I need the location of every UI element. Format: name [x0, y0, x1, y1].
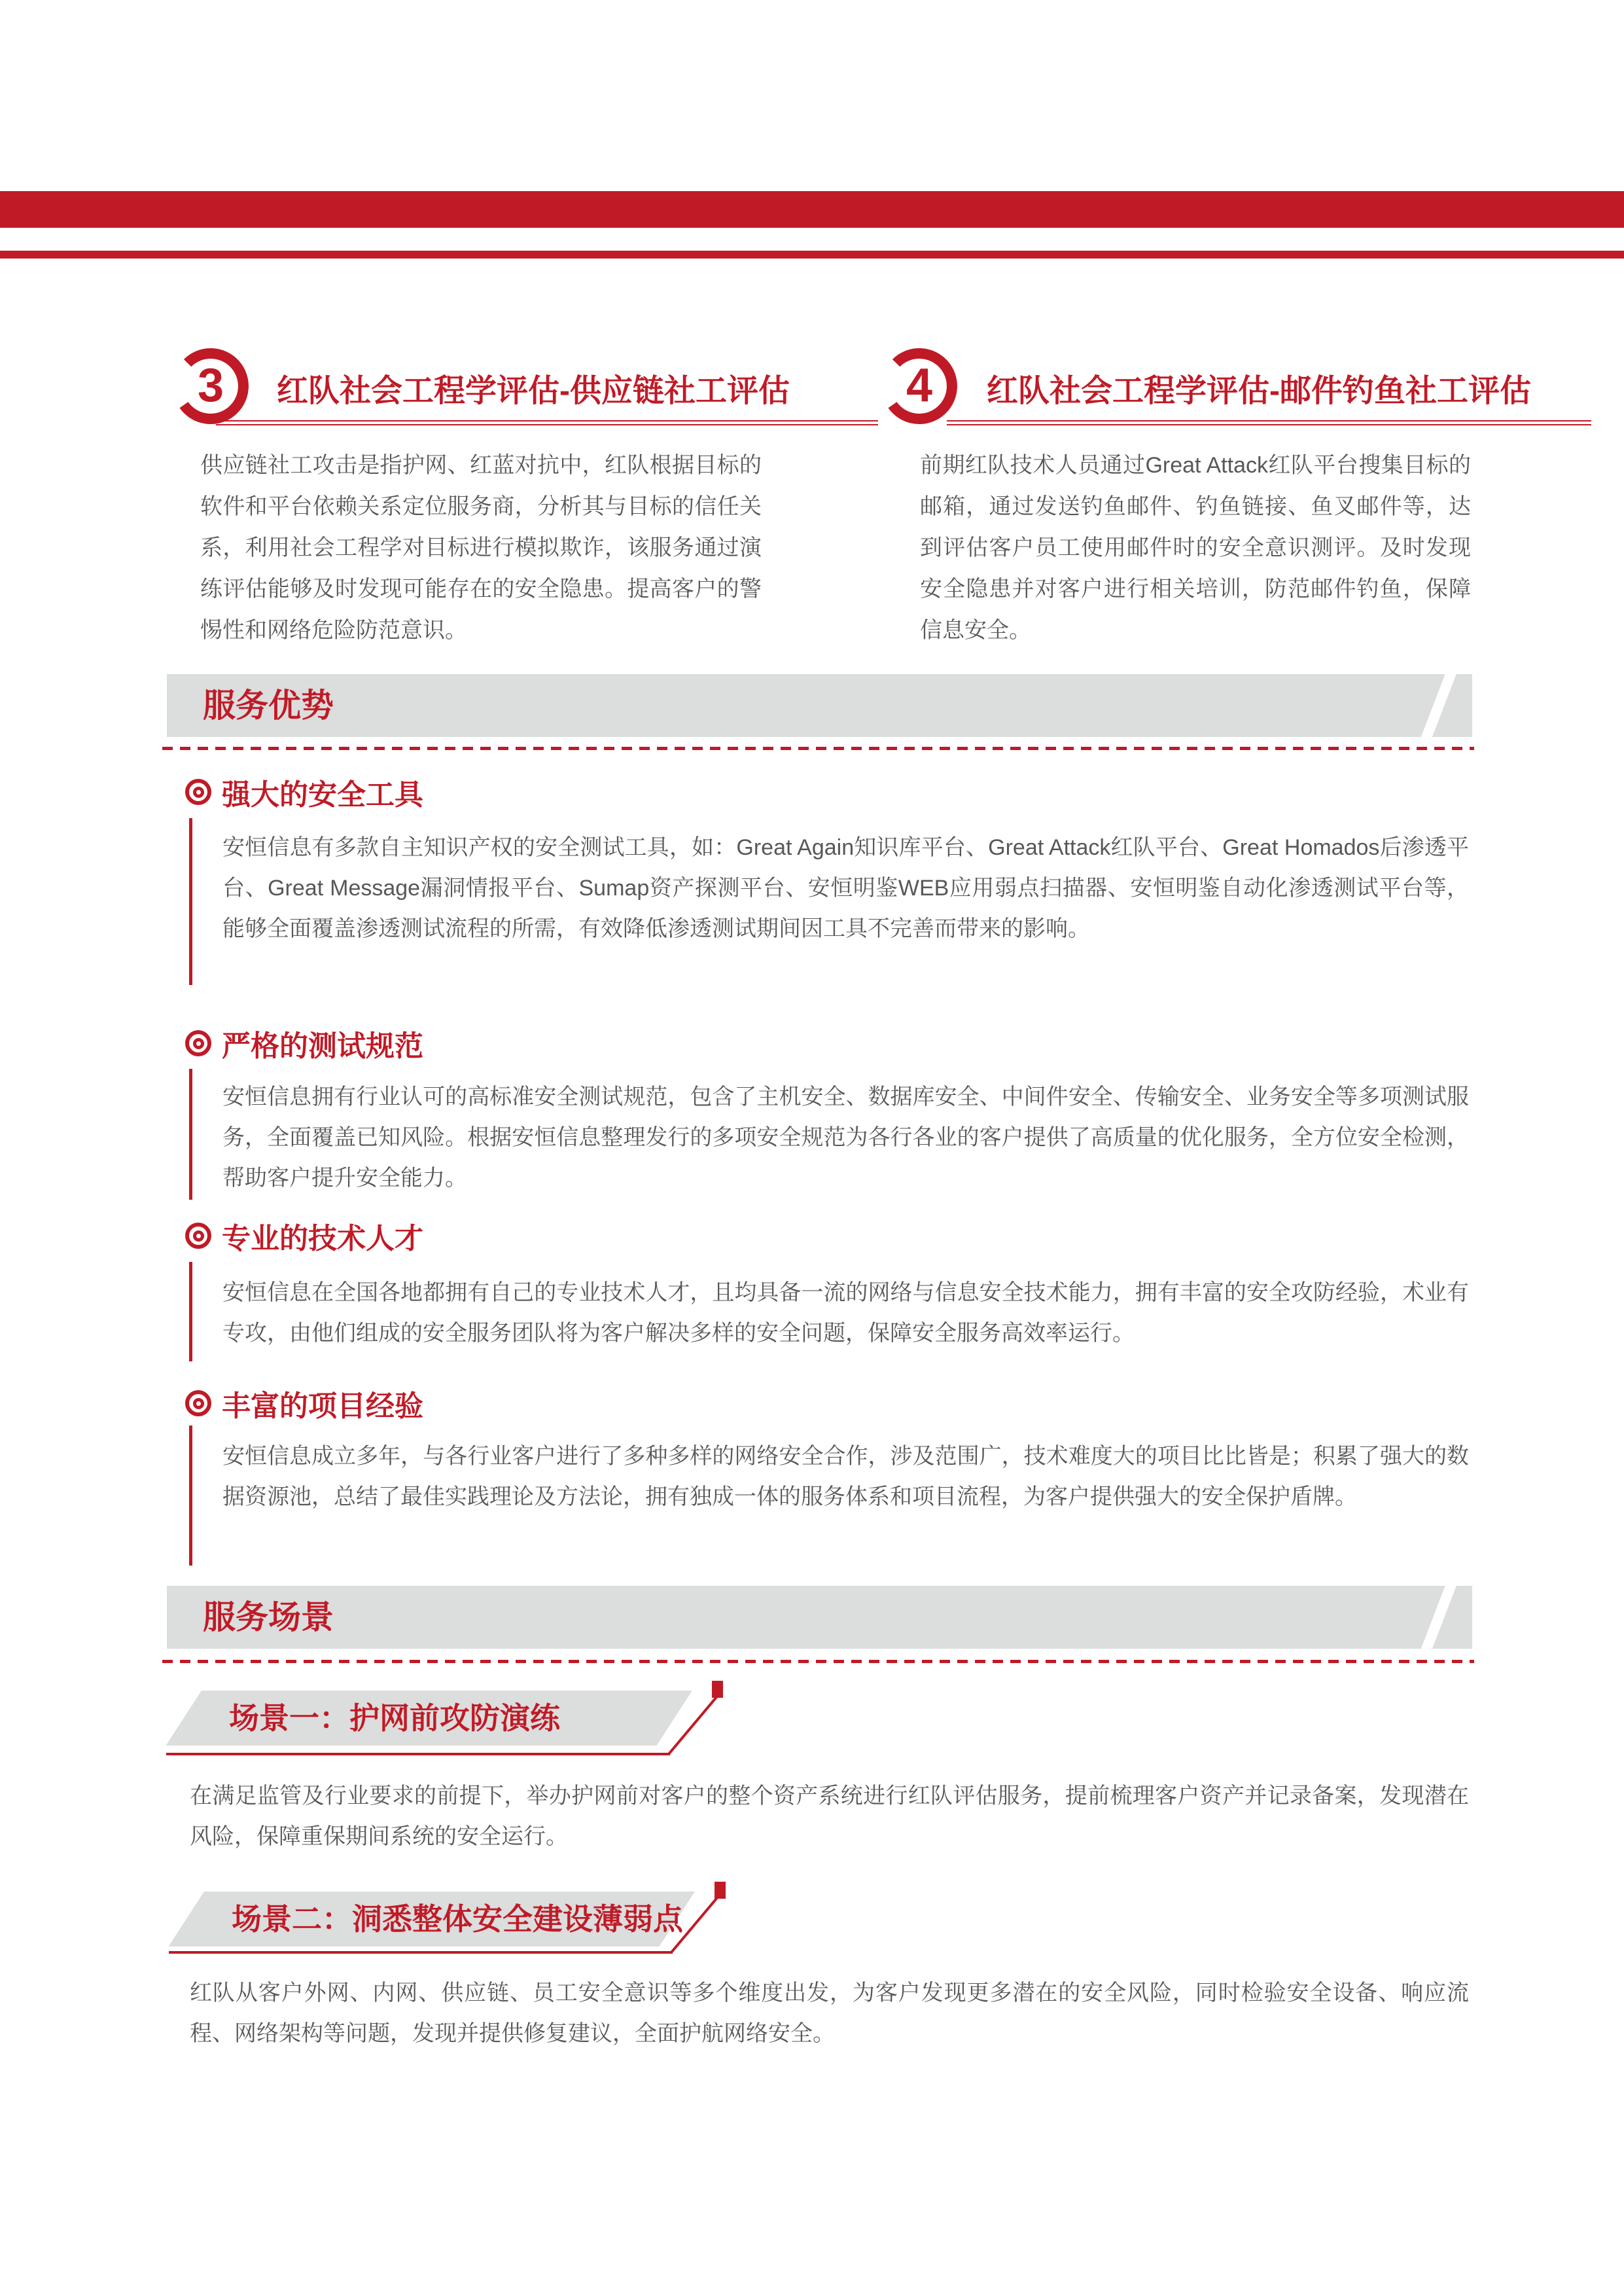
advantage-title: 严格的测试规范 [222, 1030, 423, 1062]
top-red-bar-thin [0, 251, 1624, 259]
scenario-label-text: 场景二：洞悉整体安全建设薄弱点 [232, 1902, 683, 1936]
banner-title: 服务场景 [203, 1599, 334, 1636]
red-vertical-rule [189, 818, 192, 985]
section-title-phishing: 红队社会工程学评估-邮件钓鱼社工评估 [987, 374, 1531, 408]
scenario-flag-marker [712, 1681, 723, 1698]
red-vertical-rule [189, 1069, 192, 1200]
advantage-body-experience: 安恒信息成立多年，与各行业客户进行了多种多样的网络安全合作，涉及范围广，技术难度大的项目比比皆是；积累了强大的数据资源池，总结了最佳实践理论及方法论，拥有独成一体的服务体系和项目流程，为客户提供强大的安全保护盾牌。 [222, 1444, 1469, 1509]
section-number: 3 [197, 359, 224, 412]
scenario-body-2: 红队从客户外网、内网、供应链、员工安全意识等多个维度出发，为客户发现更多潜在的安全风险，同时检验安全设备、响应流程、网络架构等问题，发现并提供修复建议，全面护航网络安全。 [190, 1981, 1469, 2046]
advantage-body-talent: 安恒信息在全国各地都拥有自己的专业技术人才，且均具备一流的网络与信息安全技术能力，拥有丰富的安全攻防经验，术业有专攻，由他们组成的安全服务团队将为客户解决多样的安全问题，保障安全服务高效率运行。 [222, 1280, 1469, 1346]
scenario-label-2 [168, 1892, 695, 1946]
section-title-supply-chain: 红队社会工程学评估-供应链社工评估 [277, 374, 790, 408]
section-number: 4 [906, 359, 933, 412]
section-number-circle-4 [880, 347, 959, 425]
red-vertical-rule [189, 1262, 192, 1361]
service-advantages-banner [167, 674, 1472, 737]
scenario-body-1: 在满足监管及行业要求的前提下，举办护网前对客户的整个资产系统进行红队评估服务，提前梳理客户资产并记录备案，发现潜在风险，保障重保期间系统的安全运行。 [190, 1784, 1469, 1849]
advantage-header-talent [185, 1215, 423, 1257]
banner-title: 服务优势 [203, 687, 334, 724]
advantage-body-tools: 安恒信息有多款自主知识产权的安全测试工具，如：Great Again知识库平台、Great Attack红队平台、Great Homados后渗透平台、Great Message漏洞情报平台、Sumap资产探测平台、安恒明鉴WEB应用弱点扫描器、安恒明鉴自动化渗透测试平台等，能够全面覆盖渗透测试流程的所需，有效降低渗透测试期间因工具不完善而带来的影响。 [222, 835, 1469, 941]
banner-slash-decoration [1418, 1577, 1458, 1661]
service-scenarios-banner [167, 1586, 1472, 1649]
red-dashed-divider [162, 747, 1474, 750]
advantage-body-standards: 安恒信息拥有行业认可的高标准安全测试规范，包含了主机安全、数据库安全、中间件安全、传输安全、业务安全等多项测试服务，全面覆盖已知风险。根据安恒信息整理发行的多项安全规范为各行各业的客户提供了高质量的优化服务，全方位安全检测，帮助客户提升安全能力。 [222, 1085, 1469, 1191]
advantage-title: 专业的技术人才 [222, 1223, 423, 1255]
scenario-underline [169, 1951, 673, 1954]
advantage-title: 强大的安全工具 [222, 779, 423, 811]
section-number-circle-3 [171, 347, 250, 425]
red-vertical-rule [189, 1426, 192, 1566]
bullseye-icon [185, 779, 211, 805]
top-red-bar-thick [0, 191, 1624, 228]
bullseye-icon [185, 1030, 211, 1056]
scenario-label-text: 场景一：护网前攻防演练 [229, 1701, 560, 1735]
title-underline [216, 420, 878, 425]
scenario-flag-marker [715, 1882, 726, 1899]
red-dashed-divider [162, 1660, 1474, 1663]
banner-slash-decoration [1418, 665, 1458, 749]
section-body-supply-chain: 供应链社工攻击是指护网、红蓝对抗中，红队根据目标的软件和平台依赖关系定位服务商，分析其与目标的信任关系，利用社会工程学对目标进行模拟欺诈，该服务通过演练评估能够及时发现可能存在的安全隐患。提高客户的警惕性和网络危险防范意识。 [200, 453, 762, 643]
section-body-phishing: 前期红队技术人员通过Great Attack红队平台搜集目标的邮箱，通过发送钓鱼邮件、钓鱼链接、鱼叉邮件等，达到评估客户员工使用邮件时的安全意识测评。及时发现安全隐患并对客户进行相关培训，防范邮件钓鱼，保障信息安全。 [920, 453, 1471, 643]
advantage-header-experience [185, 1382, 423, 1424]
scenario-underline [166, 1753, 670, 1755]
advantage-header-standards [185, 1022, 423, 1064]
advantage-title: 丰富的项目经验 [222, 1390, 423, 1422]
advantage-header-tools [185, 771, 423, 813]
bullseye-icon [185, 1223, 211, 1249]
bullseye-icon [185, 1390, 211, 1416]
scenario-label-1 [166, 1691, 692, 1746]
title-underline [947, 420, 1591, 425]
